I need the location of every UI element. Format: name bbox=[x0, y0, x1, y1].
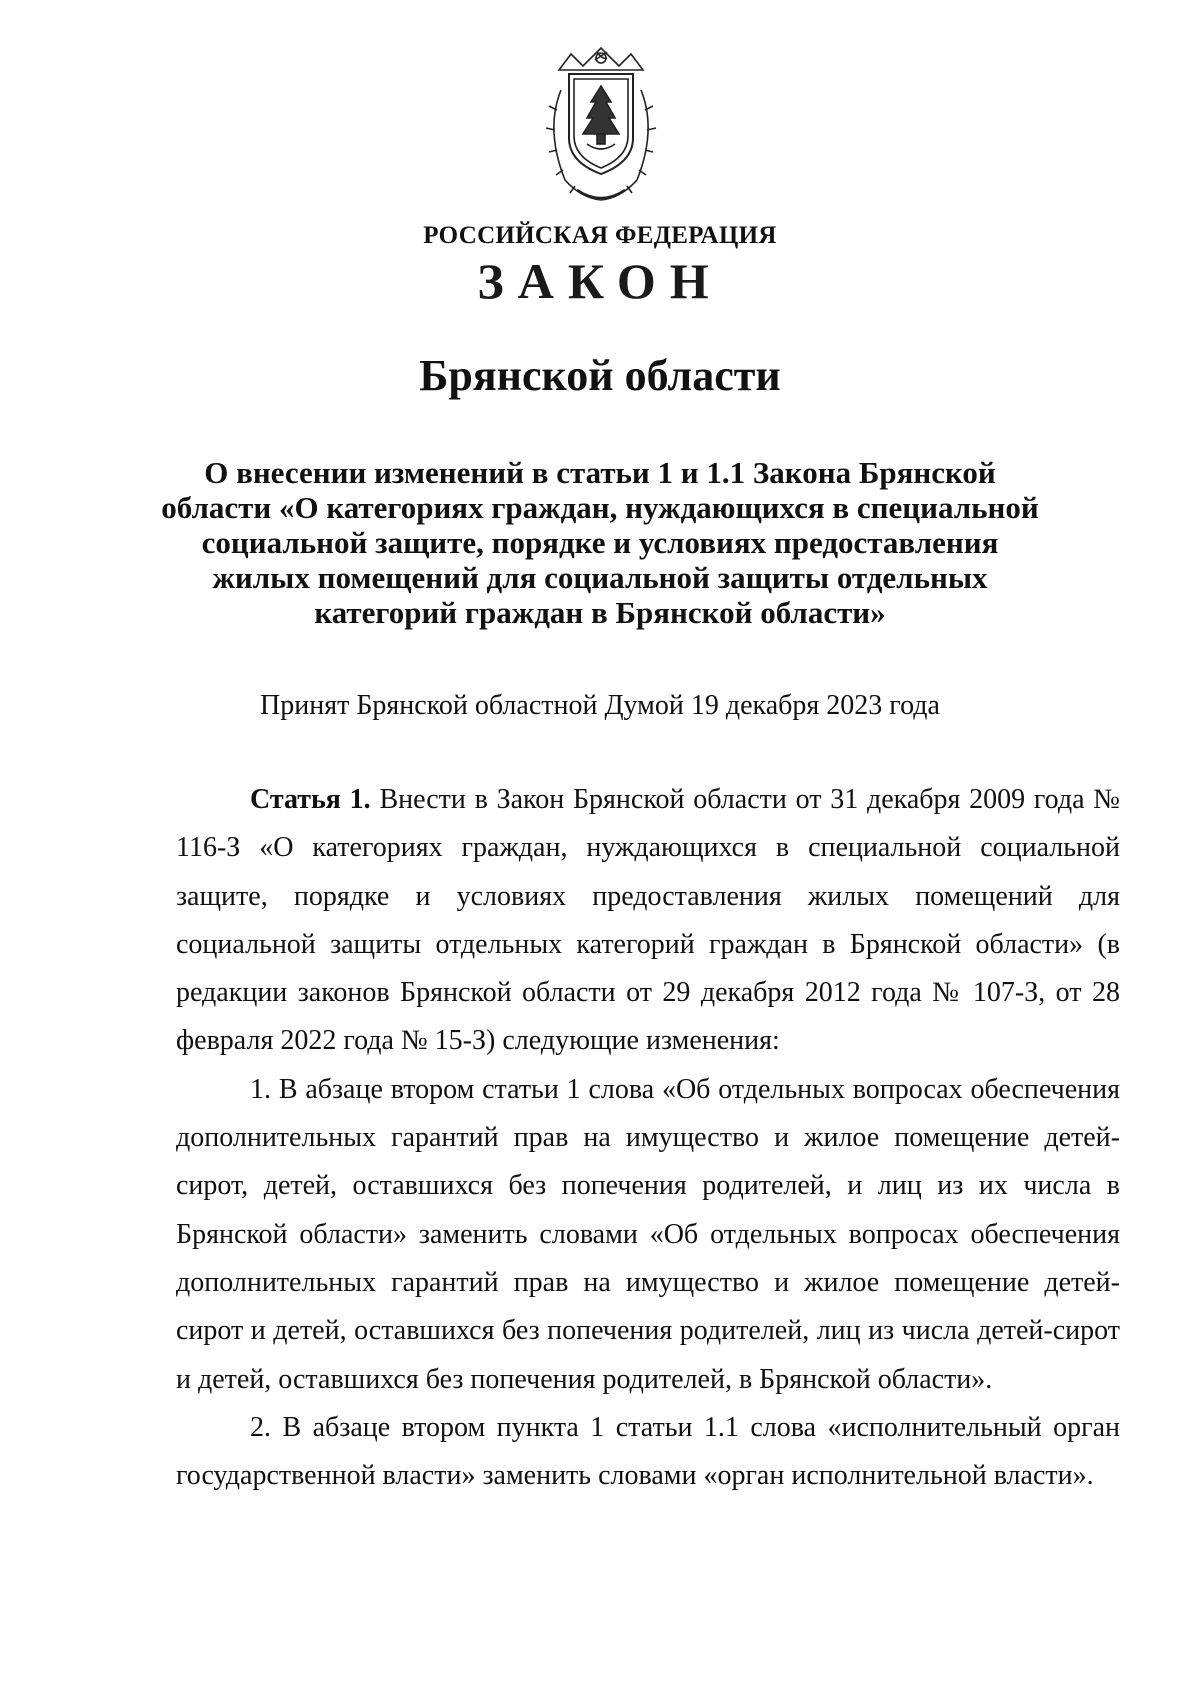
article-1-paragraph bbox=[176, 776, 1120, 1066]
article-body bbox=[176, 776, 1120, 1500]
coat-of-arms-icon bbox=[521, 30, 681, 210]
country-heading: РОССИЙСКАЯ ФЕДЕРАЦИЯ bbox=[423, 222, 777, 249]
adoption-line: Принят Брянской областной Думой 19 декабря 2023 года bbox=[260, 690, 940, 721]
article-label: Статья 1. bbox=[250, 784, 371, 815]
article-1-item-2: 2. В абзаце втором пункта 1 статьи 1.1 слова «исполнительный орган государственной власти» заменить словами «орган исполнительной власти». bbox=[176, 1411, 1120, 1492]
document-type-heading: ЗАКОН bbox=[477, 253, 723, 309]
law-title: О внесении изменений в статьи 1 и 1.1 Закона Брянской области «О категориях граждан, нуждающихся в специальной социальной защите, порядке и условиях предоставления жилых помещений для социальной защиты отдельных категорий граждан в Брянской области» bbox=[161, 455, 1039, 630]
article-1-item-1: 1. В абзаце втором статьи 1 слова «Об отдельных вопросах обеспечения дополнительных гарантий прав на имущество и жилое помещение детей-сирот, детей, оставшихся без попечения родителей, и лиц из их числа в Брянской области» заменить словами «Об отдельных вопросах обеспечения дополнительных гарантий прав на имущество и жилое помещение детей-сирот и детей, оставшихся без попечения родителей, лиц из числа детей-сирот и детей, оставшихся без попечения родителей, в Брянской области». bbox=[176, 1073, 1120, 1395]
article-1-intro: Внести в Закон Брянской области от 31 декабря 2009 года № 116-З «О категориях граждан, нуждающихся в специальной социальной защите, порядке и условиях предоставления жилых помещений для социальной защиты отдельных категорий граждан в Брянской области» (в редакции законов Брянской области от 29 декабря 2012 года № 107-З, от 28 февраля 2022 года № 15-З) следующие изменения: bbox=[176, 784, 1120, 1057]
region-heading: Брянской области bbox=[419, 351, 781, 400]
